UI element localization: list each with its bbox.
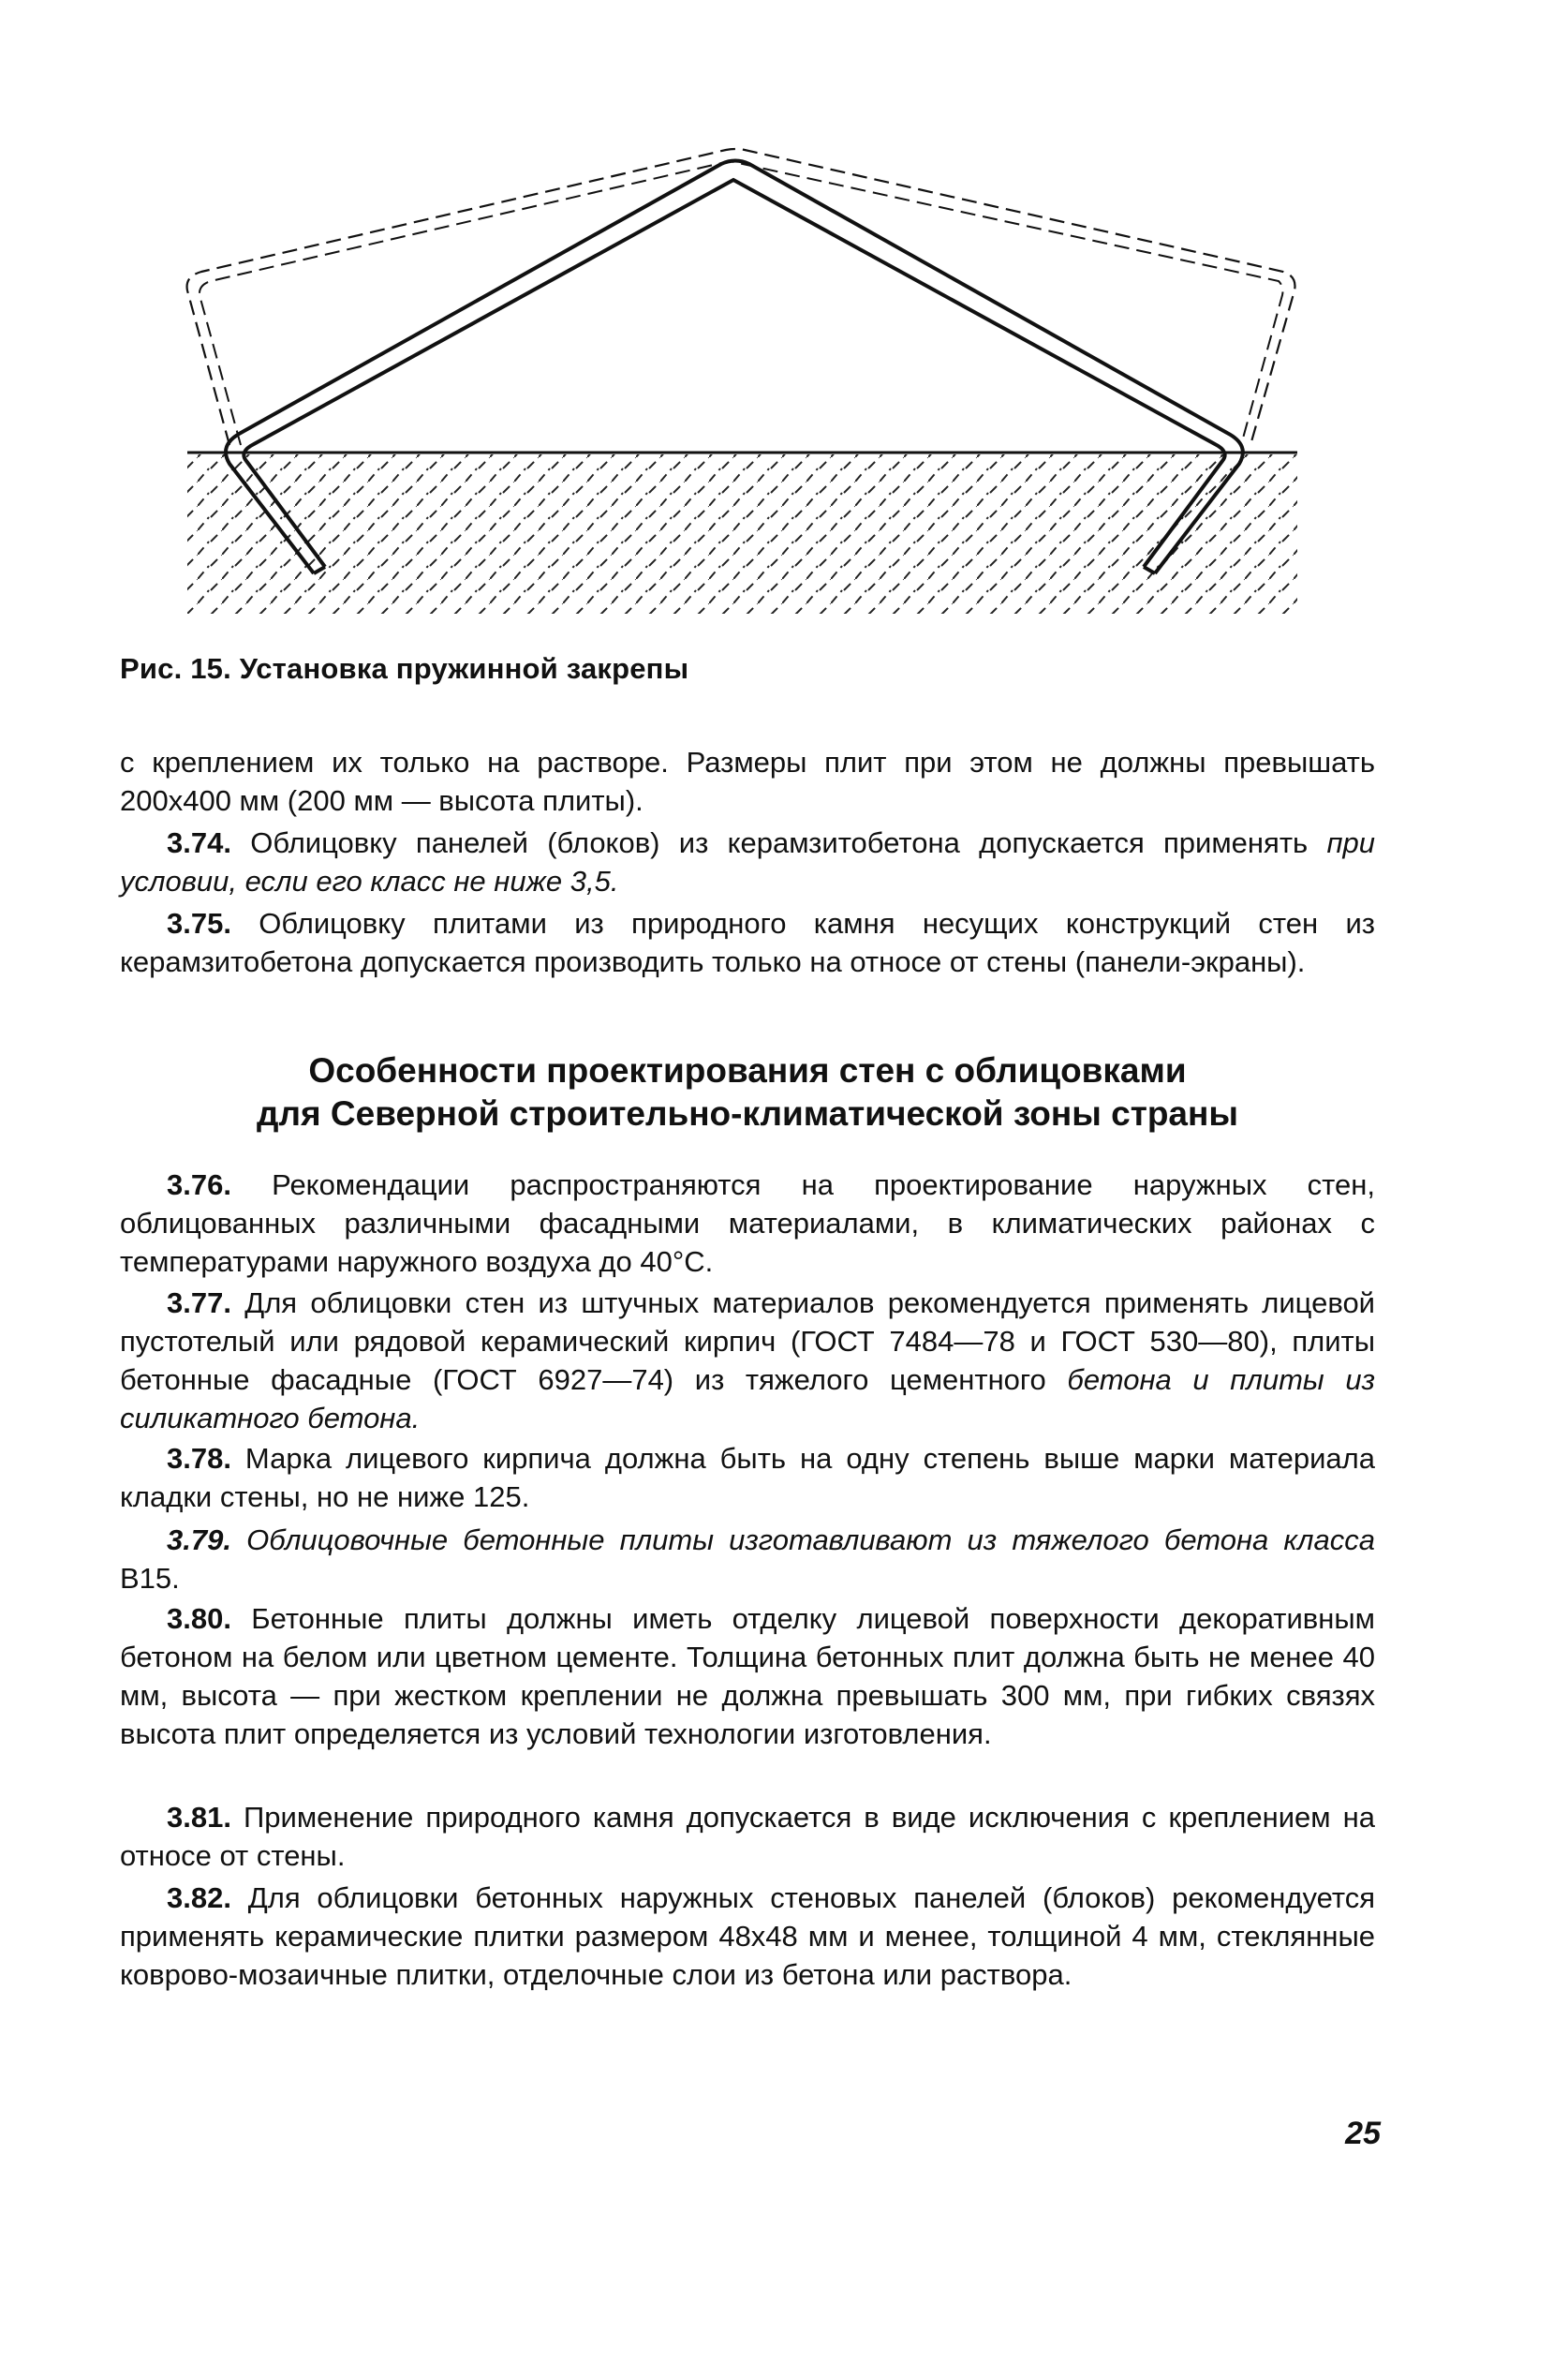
paragraph-text: Марка лицевого кирпича должна быть на одну степень выше марки материала кладки стены, но не ниже 125. [120,1442,1375,1513]
paragraph-number: 3.81. [167,1801,231,1834]
paragraph-3-74 [120,824,1375,900]
paragraph-3-81 [120,1798,1375,1875]
intro-paragraph [120,743,1375,820]
paragraph-text-italic: бетона и плиты из силикатного бетона. [120,1363,1375,1434]
paragraph-3-77 [120,1284,1375,1437]
paragraph-text-italic: при условии, если его класс не ниже 3,5. [120,826,1375,898]
section-heading-line1: Особенности проектирования стен с облицовками [308,1051,1187,1090]
intro-text: с креплением их только на растворе. Размеры плит при этом не должны превышать 200х400 мм (200 мм — высота плиты). [120,746,1375,817]
paragraph-3-76 [120,1166,1375,1281]
paragraph-3-75 [120,904,1375,981]
paragraph-number: 3.74. [167,826,231,859]
figure-caption: Рис. 15. Установка пружинной закрепы [120,652,689,685]
section-heading-line2: для Северной строительно-климатической зоны страны [257,1094,1238,1133]
paragraph-text: Бетонные плиты должны иметь отделку лицевой поверхности декоративным бетоном на белом или цветном цементе. Толщина бетонных плит должна быть не менее 40 мм, высота — при жестком креплении не должна превышать 300 мм, при гибких связях высота плит определяется из условий технологии изготовления. [120,1602,1375,1750]
paragraph-3-82 [120,1879,1375,1994]
paragraph-number: 3.79. [167,1523,231,1556]
paragraph-number: 3.82. [167,1881,231,1914]
page-number: 25 [1345,2116,1381,2151]
paragraph-text: Для облицовки бетонных наружных стеновых панелей (блоков) рекомендуется применять керамические плитки размером 48х48 мм и менее, толщиной 4 мм, стеклянные ковровo-мозаичные плитки, отделочные слои из бетона или раствора. [120,1881,1375,1991]
paragraph-number: 3.80. [167,1602,231,1635]
paragraph-number: 3.78. [167,1442,231,1475]
clamp-dashed-inner [200,161,1283,445]
spring-clamp-figure [173,141,1297,628]
paragraph-3-78 [120,1439,1375,1516]
paragraph-text: Облицовку плитами из природного камня несущих конструкций стен из керамзитобетона допускается производить только на относе от стены (панели-экраны). [120,907,1375,978]
paragraph-text: В15. [120,1562,180,1595]
paragraph-text-italic: Облицовочные бетонные плиты изготавливают из тяжелого бетона класса [246,1523,1375,1556]
paragraph-text: Облицовку панелей (блоков) из керамзитобетона допускается применять [250,826,1309,859]
paragraph-number: 3.76. [167,1168,231,1201]
paragraph-text: Для облицовки стен из штучных материалов рекомендуется применять лицевой пустотелый или рядовой керамический кирпич (ГОСТ 7484—78 и ГОСТ 530—80), плиты бетонные фасадные (ГОСТ 6927—74) из тяжелого цементного [120,1286,1375,1396]
paragraph-text: Рекомендации распространяются на проектирование наружных стен, облицованных различными фасадными материалами, в климатических районах с температурами наружного воздуха до 40°С. [120,1168,1375,1278]
wall-hatch [187,454,1297,614]
clamp-dashed-outline [187,149,1295,445]
paragraph-3-80 [120,1599,1375,1753]
section-heading [120,1049,1375,1136]
paragraph-3-79 [120,1521,1375,1597]
paragraph-number: 3.77. [167,1286,231,1319]
paragraph-text: Применение природного камня допускается в виде исключения с креплением на относе от стены. [120,1801,1375,1872]
paragraph-number: 3.75. [167,907,231,940]
